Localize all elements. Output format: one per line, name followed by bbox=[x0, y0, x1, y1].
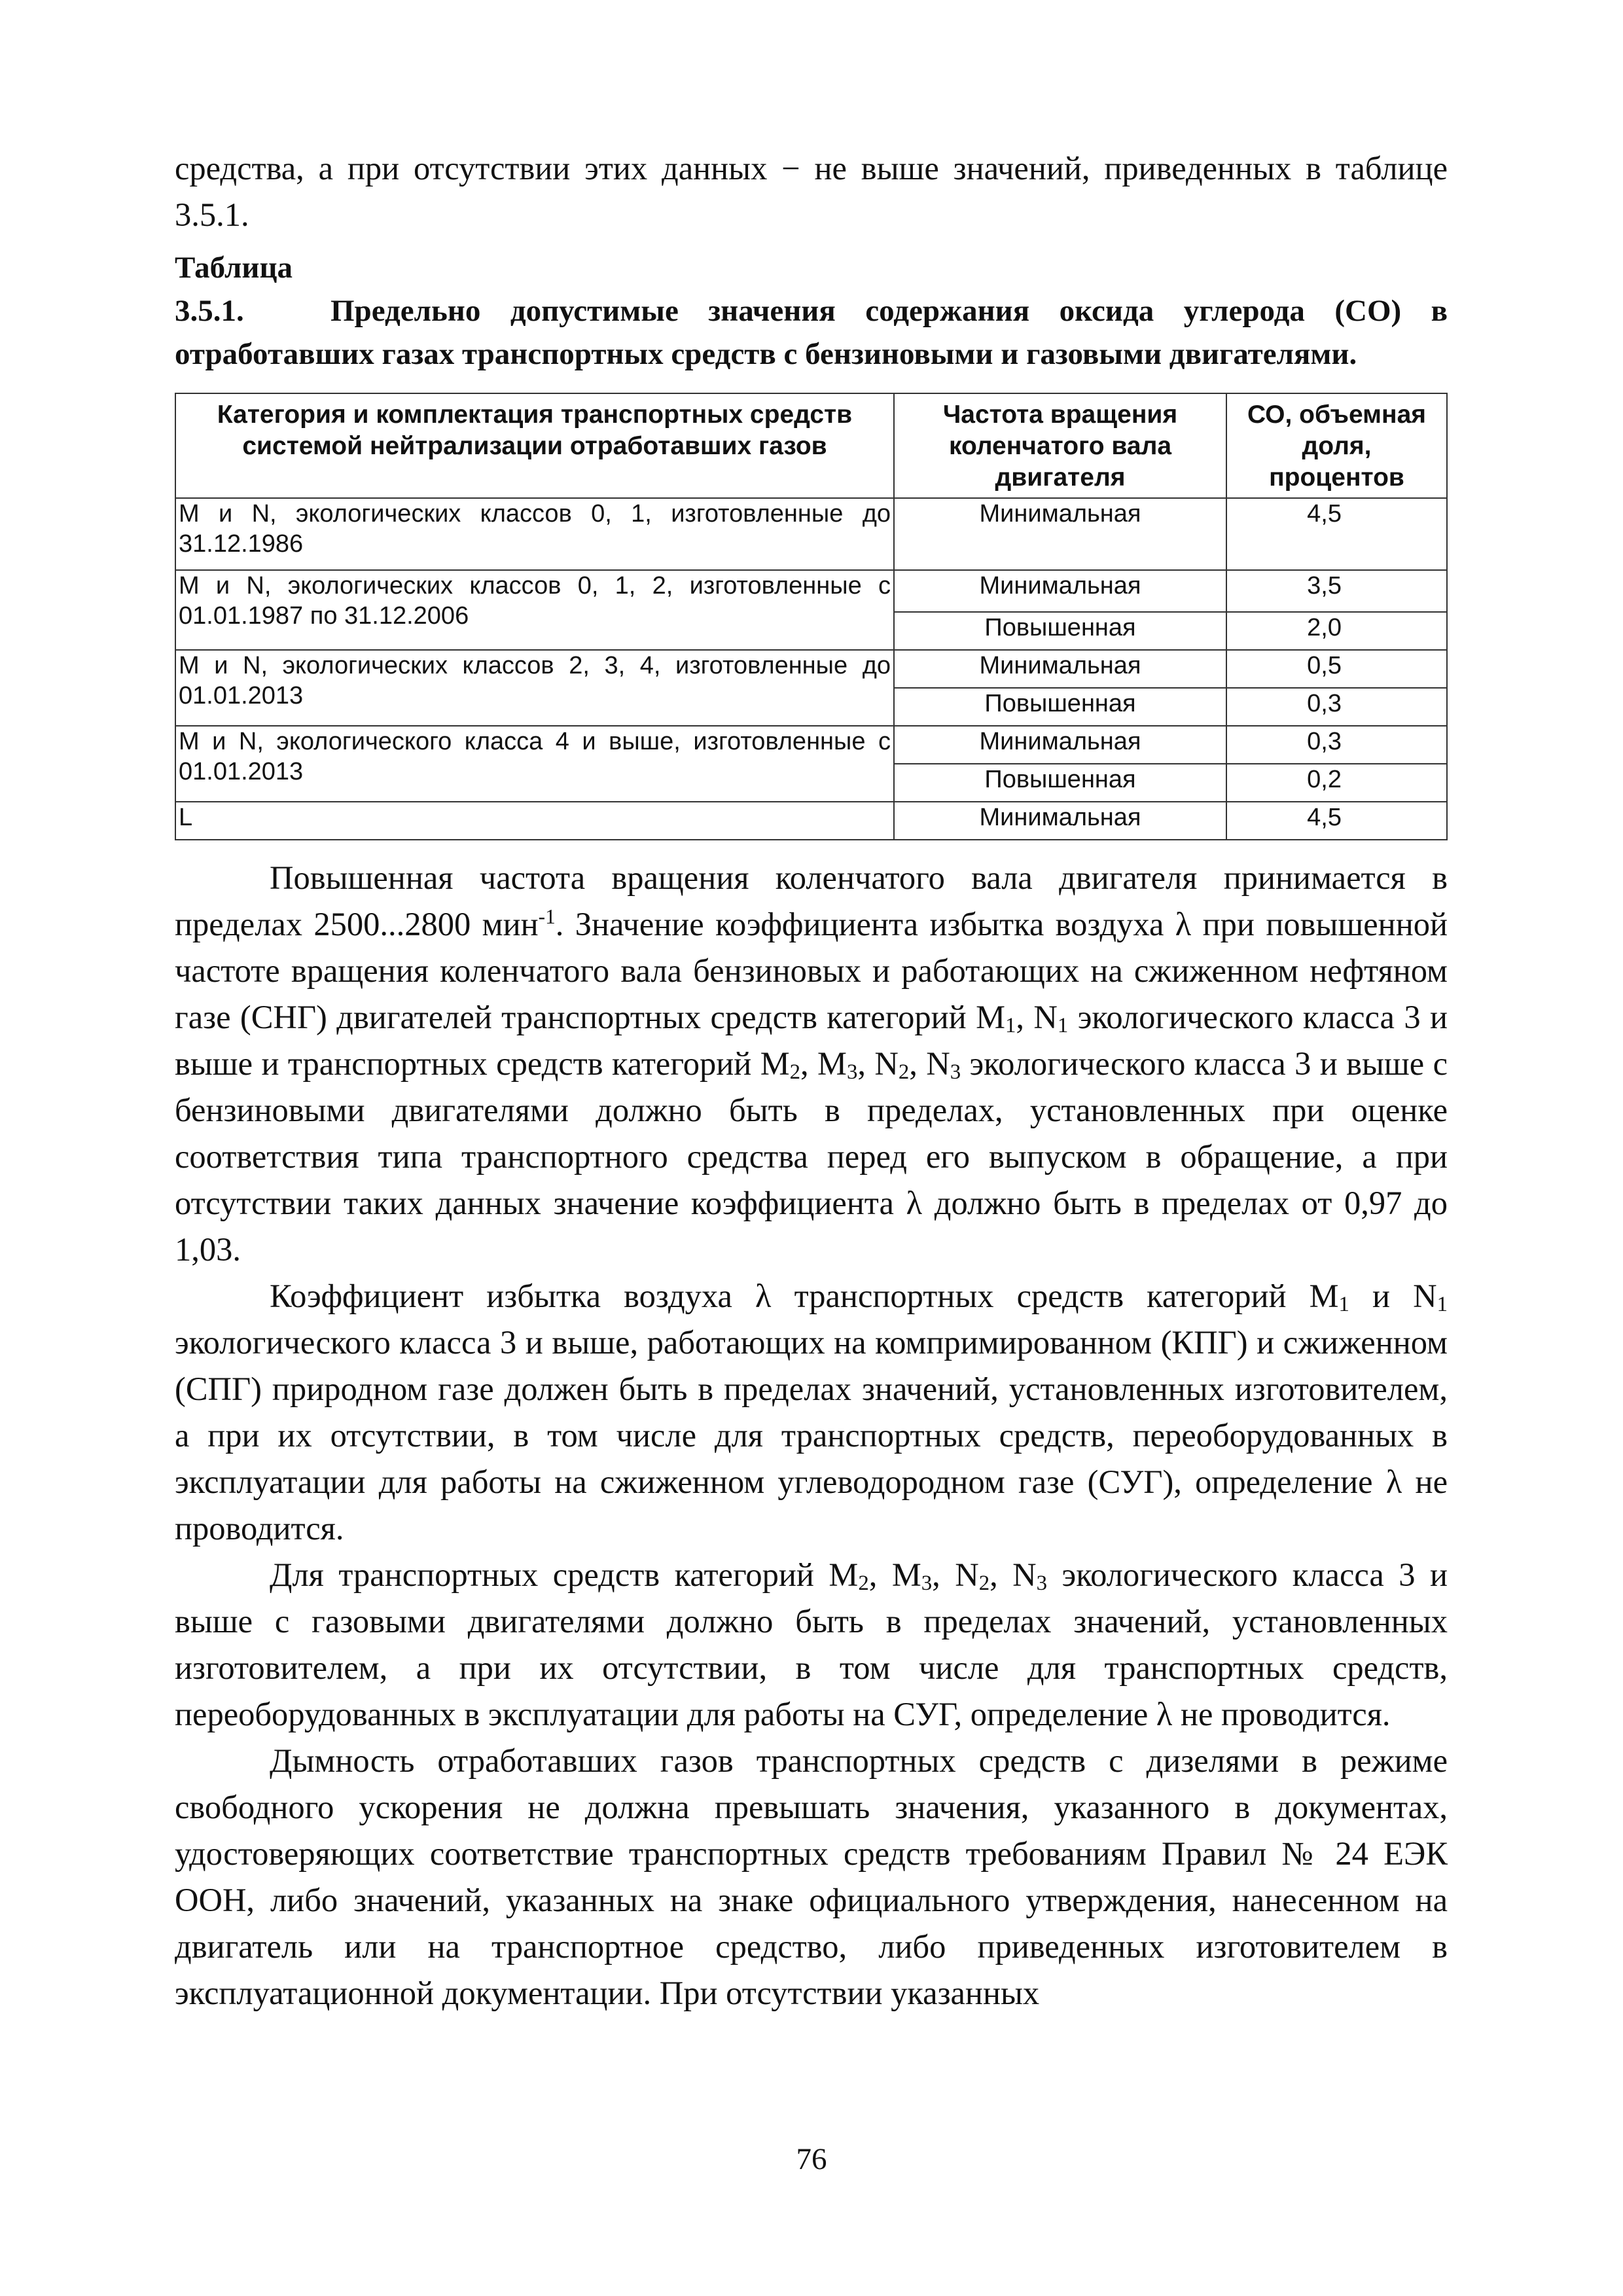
table-row bbox=[175, 498, 1447, 570]
frequency-cell: Повышенная bbox=[894, 612, 1226, 650]
subscript: 3 bbox=[950, 1060, 961, 1084]
header-category: Категория и комплектация транспортных средств системой нейтрализации отработавших газов bbox=[175, 393, 894, 498]
intro-paragraph: средства, а при отсутствии этих данных − не выше значений, приведенных в таблице 3.5.1. bbox=[175, 150, 1448, 233]
text-run: Для транспортных средств категорий M bbox=[270, 1556, 859, 1593]
text-run: и N bbox=[1349, 1278, 1437, 1314]
text-run: Повышенная частота вращения коленчатого вала двигателя принимается в пределах 2500...2800 мин bbox=[175, 859, 1448, 942]
frequency-cell: Минимальная bbox=[894, 726, 1226, 764]
frequency-cell: Минимальная bbox=[894, 570, 1226, 612]
frequency-cell: Минимальная bbox=[894, 498, 1226, 570]
category-cell: M и N, экологических классов 2, 3, 4, изготовленные до 01.01.2013 bbox=[175, 650, 894, 726]
text-run: , N bbox=[909, 1045, 950, 1082]
paragraph-smoke bbox=[175, 1738, 1448, 2017]
subscript: 3 bbox=[846, 1060, 858, 1084]
frequency-cell: Повышенная bbox=[894, 764, 1226, 802]
paragraph-high-rpm bbox=[175, 855, 1448, 1273]
text-run: экологического класса 3 и выше, работающих на компримированном (КПГ) и сжиженном (СПГ) природном газе должен быть в пределах значений, установленных изготовителем, а при их отсутствии, в том числе для транспортных средств, переоборудованных в эксплуатации для работы на сжиженном углеводородном газе (СУГ), определение λ не проводится. bbox=[175, 1324, 1448, 1547]
frequency-cell: Минимальная bbox=[894, 650, 1226, 688]
co-value-cell: 2,0 bbox=[1226, 612, 1447, 650]
superscript: -1 bbox=[538, 905, 556, 928]
body-text bbox=[175, 855, 1448, 2017]
co-value-cell: 0,2 bbox=[1226, 764, 1447, 802]
subscript: 1 bbox=[1436, 1293, 1448, 1316]
co-value-cell: 0,3 bbox=[1226, 726, 1447, 764]
frequency-cell: Минимальная bbox=[894, 802, 1226, 840]
subscript: 1 bbox=[1338, 1293, 1349, 1316]
subscript: 3 bbox=[921, 1571, 933, 1595]
table-row bbox=[175, 570, 1447, 612]
header-co: СО, объемная доля, процентов bbox=[1226, 393, 1447, 498]
co-value-cell: 3,5 bbox=[1226, 570, 1447, 612]
text-run: экологического класса 3 и выше с бензиновыми двигателями должно быть в пределах, установленных при оценке соответствия типа транспортного средства перед его выпуском в обращение, а при отсутствии таких данных значение коэффициента λ должно быть в пределах от 0,97 до 1,03. bbox=[175, 1045, 1448, 1268]
page-number: 76 bbox=[796, 2142, 827, 2176]
table-caption-text: Предельно допустимые значения содержания оксида углерода (СО) в отработавших газах транспортных средств с бензиновыми и газовыми двигателями. bbox=[175, 294, 1448, 371]
table-caption-label: Таблица 3.5.1. bbox=[175, 251, 293, 328]
paragraph-gas-lambda bbox=[175, 1273, 1448, 1552]
header-frequency: Частота вращения коленчатого вала двигателя bbox=[894, 393, 1226, 498]
category-cell: M и N, экологических классов 0, 1, 2, изготовленные с 01.01.1987 по 31.12.2006 bbox=[175, 570, 894, 650]
text-run: экологического класса 3 и выше с газовыми двигателями должно быть в пределах значений, установленных изготовителем, а при их отсутствии, в том числе для транспортных средств, переоборудованных в эксплуатации для работы на СУГ, определение λ не проводится. bbox=[175, 1556, 1448, 1732]
subscript: 2 bbox=[858, 1571, 869, 1595]
text-run: , N bbox=[990, 1556, 1037, 1593]
text-run: , M bbox=[800, 1045, 847, 1082]
category-cell: M и N, экологического класса 4 и выше, изготовленные с 01.01.2013 bbox=[175, 726, 894, 802]
co-value-cell: 4,5 bbox=[1226, 802, 1447, 840]
text-run: , M bbox=[868, 1556, 921, 1593]
text-run: . Значение коэффициента избытка воздуха λ при повышенной частоте вращения коленчатого вала бензиновых и работающих на сжиженном нефтяном газе (СНГ) двигателей транспортных средств категорий M bbox=[175, 906, 1448, 1035]
subscript: 2 bbox=[789, 1060, 801, 1084]
co-value-cell: 0,3 bbox=[1226, 688, 1447, 726]
co-value-cell: 4,5 bbox=[1226, 498, 1447, 570]
table-caption bbox=[175, 246, 1448, 376]
table-row bbox=[175, 650, 1447, 688]
table-header-row bbox=[175, 393, 1447, 498]
co-value-cell: 0,5 bbox=[1226, 650, 1447, 688]
text-run: , N bbox=[1016, 999, 1058, 1035]
text-run: экологического класса 3 и выше и транспортных средств категорий M bbox=[175, 999, 1448, 1082]
table-row bbox=[175, 802, 1447, 840]
subscript: 3 bbox=[1036, 1571, 1048, 1595]
subscript: 2 bbox=[978, 1571, 990, 1595]
category-cell: L bbox=[175, 802, 894, 840]
category-cell: M и N, экологических классов 0, 1, изготовленные до 31.12.1986 bbox=[175, 498, 894, 570]
document-page bbox=[175, 145, 1448, 2017]
text-run: Коэффициент избытка воздуха λ транспортных средств категорий M bbox=[270, 1278, 1339, 1314]
frequency-cell: Повышенная bbox=[894, 688, 1226, 726]
co-limits-table bbox=[175, 393, 1448, 840]
paragraph-heavy-gas bbox=[175, 1552, 1448, 1738]
subscript: 1 bbox=[1005, 1014, 1016, 1037]
text-run: Дымность отработавших газов транспортных средств с дизелями в режиме свободного ускорения не должна превышать значения, указанного в документах, удостоверяющих соответствие транспортных средств требованиям Правил № 24 ЕЭК ООН, либо значений, указанных на знаке официального утверждения, нанесенном на двигатель или на транспортное средство, либо приведенных изготовителем в эксплуатационной документации. При отсутствии указанных bbox=[175, 1742, 1448, 2011]
text-run: , N bbox=[932, 1556, 979, 1593]
subscript: 2 bbox=[898, 1060, 910, 1084]
subscript: 1 bbox=[1057, 1014, 1069, 1037]
text-run: , N bbox=[857, 1045, 899, 1082]
table-row bbox=[175, 726, 1447, 764]
